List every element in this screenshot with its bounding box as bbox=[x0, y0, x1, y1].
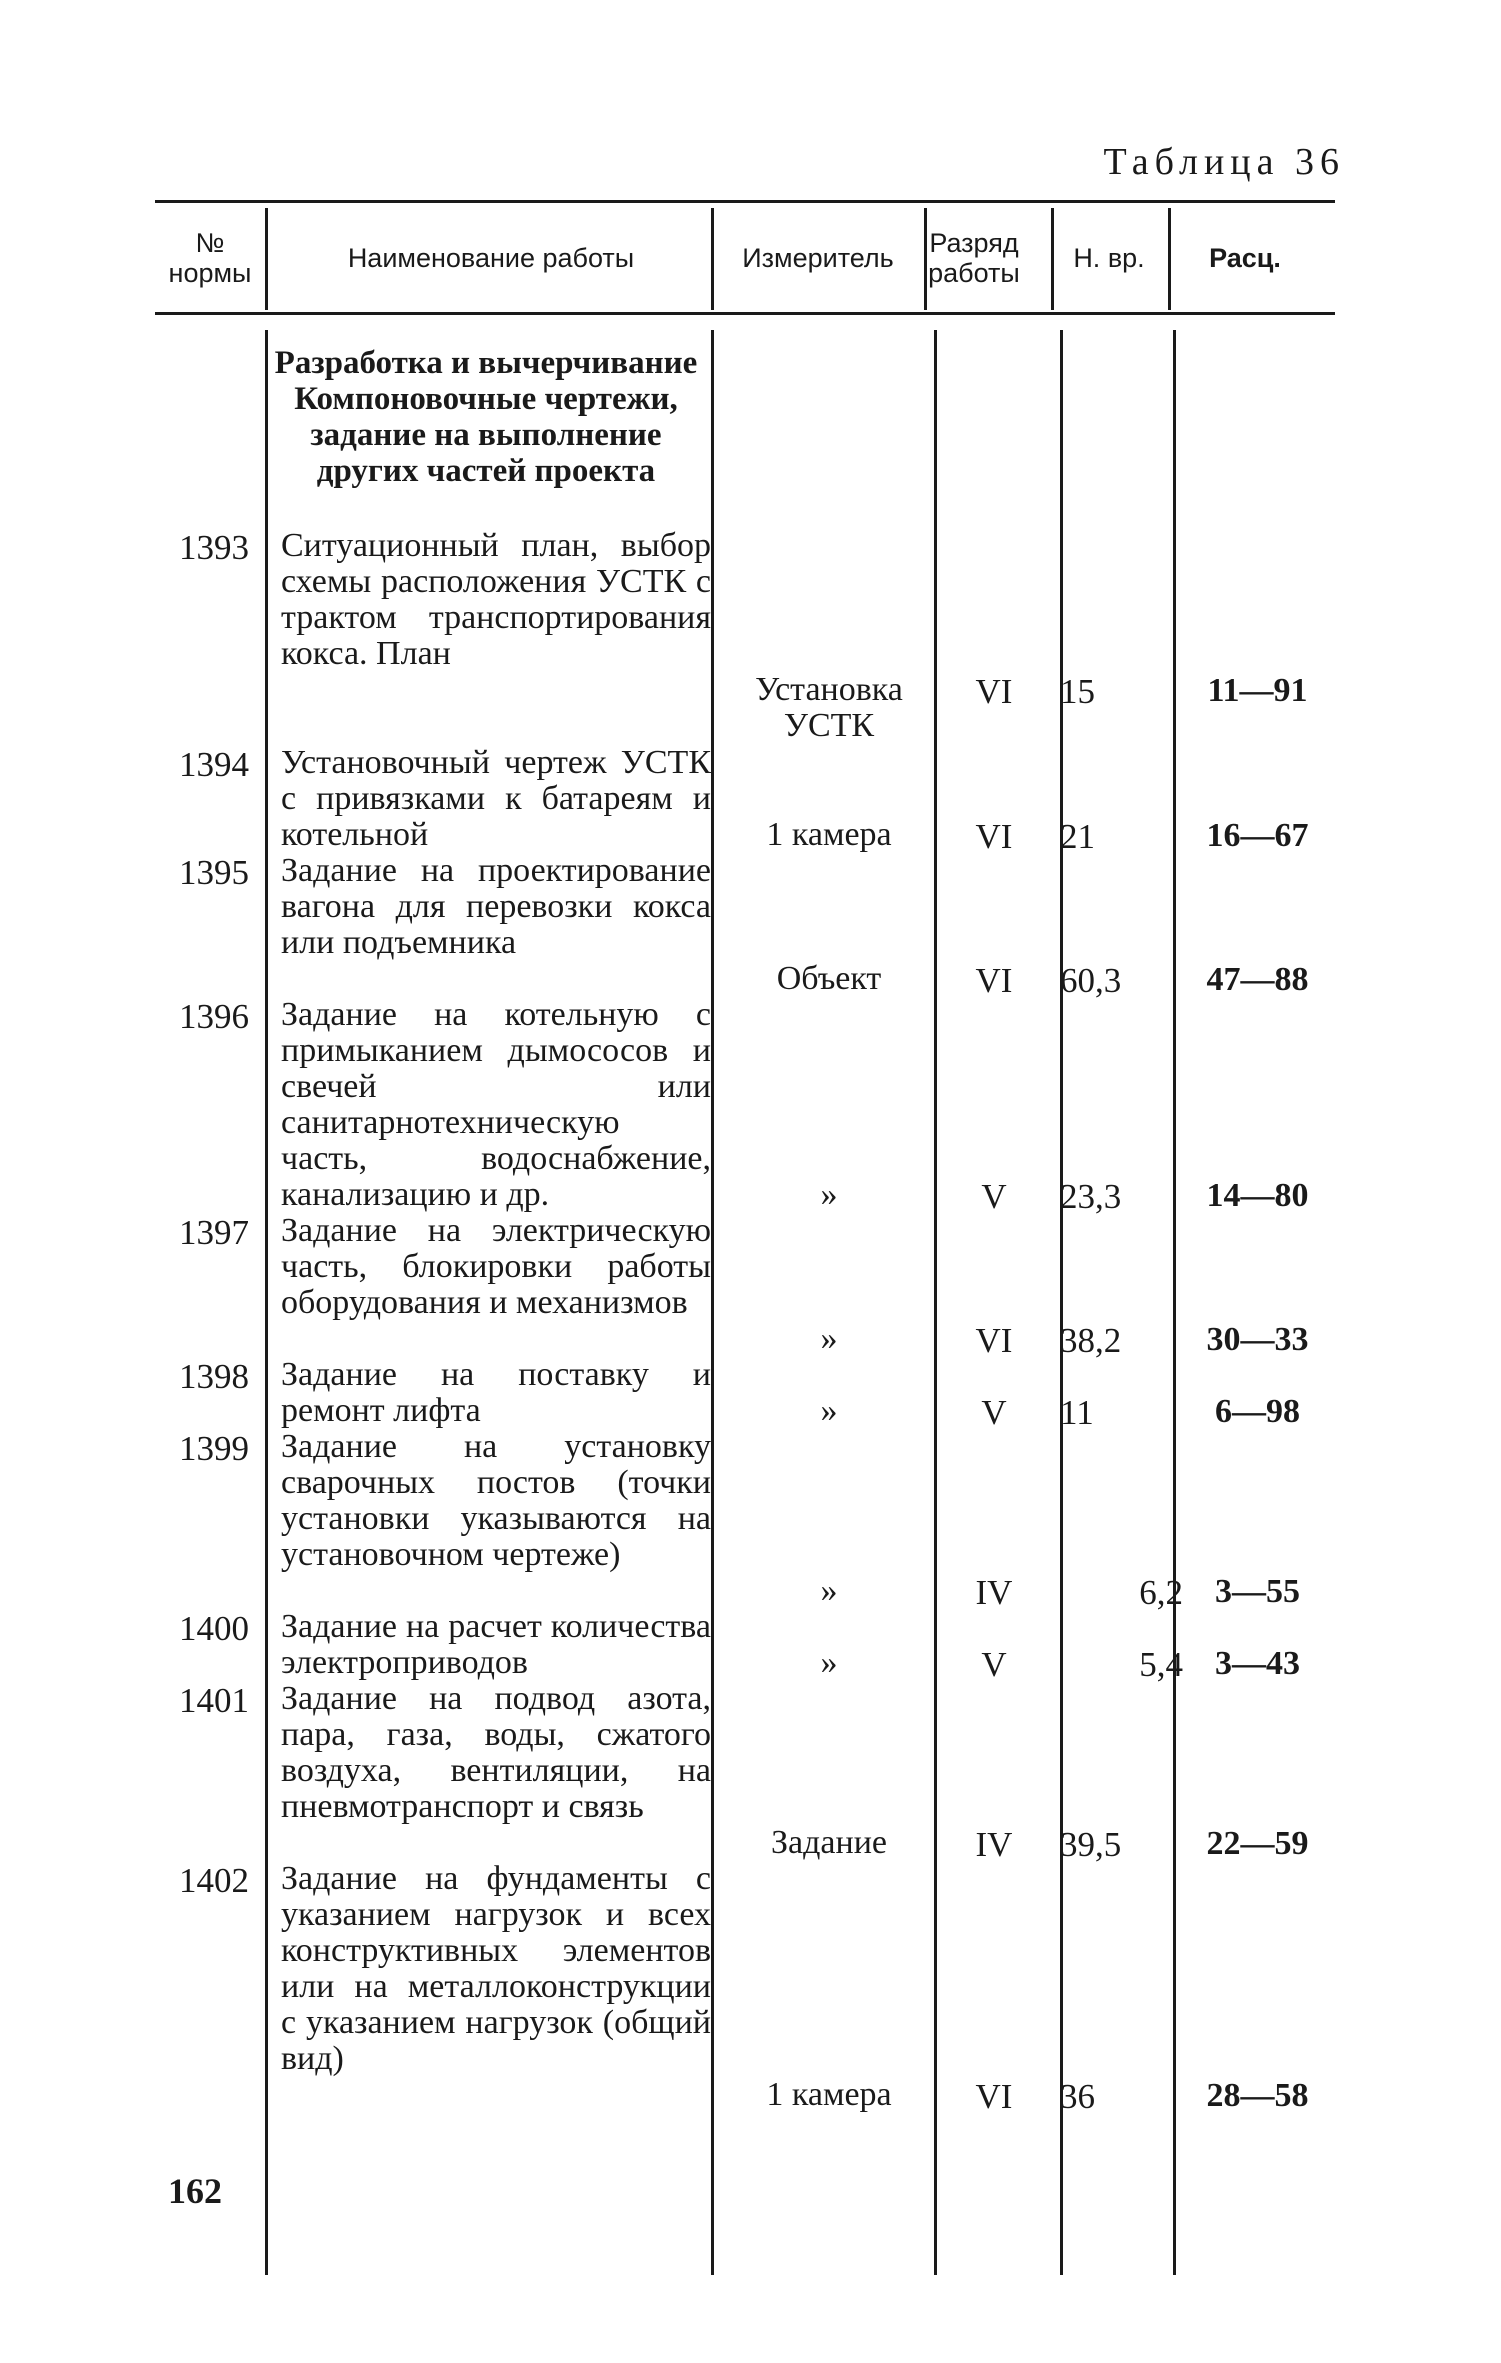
measure: » bbox=[820, 1392, 838, 1429]
measure: 1 камера bbox=[766, 2076, 892, 2113]
work-name: Задание на фундаменты с указанием нагрузок и всех конструктивных элементов или на металлоконструкции с указанием нагрузок (общий вид) bbox=[281, 1860, 711, 2077]
rate: 14—80 bbox=[1206, 1177, 1309, 1214]
header-divider bbox=[1051, 208, 1054, 310]
norm-hours: 23,3 bbox=[1060, 1177, 1122, 1216]
work-name: Задание на электрическую часть, блокировки работы оборудования и механизмов bbox=[281, 1212, 711, 1321]
measure: » bbox=[820, 1176, 838, 1213]
column-divider bbox=[1173, 330, 1176, 2275]
work-name: Установочный чертеж УСТК с привязками к батареям и котельной bbox=[281, 744, 711, 853]
grade: VI bbox=[975, 961, 1013, 1000]
rate: 47—88 bbox=[1206, 961, 1309, 998]
grade: V bbox=[981, 1177, 1007, 1216]
header-name: Наименование работы bbox=[347, 243, 635, 273]
measure: » bbox=[820, 1320, 838, 1357]
grade: VI bbox=[975, 672, 1013, 711]
column-divider bbox=[934, 330, 937, 2275]
rate: 30—33 bbox=[1206, 1321, 1309, 1358]
norm-hours: 6,2 bbox=[1139, 1573, 1183, 1612]
grade: IV bbox=[975, 1825, 1013, 1864]
grade: V bbox=[981, 1645, 1007, 1684]
norm-hours: 11 bbox=[1060, 1393, 1094, 1432]
norm-number: 1401 bbox=[179, 1681, 249, 1720]
norm-hours: 39,5 bbox=[1060, 1825, 1122, 1864]
norm-number: 1398 bbox=[179, 1357, 249, 1396]
grade: VI bbox=[975, 817, 1013, 856]
norm-number: 1394 bbox=[179, 745, 249, 784]
work-name: Задание на поставку и ремонт лифта bbox=[281, 1356, 711, 1429]
measure: » bbox=[820, 1572, 838, 1609]
header-num: № нормы bbox=[168, 228, 252, 288]
column-divider bbox=[711, 330, 714, 2275]
grade: IV bbox=[975, 1573, 1013, 1612]
rate: 3—55 bbox=[1215, 1573, 1300, 1610]
measure: » bbox=[820, 1644, 838, 1681]
norm-hours: 60,3 bbox=[1060, 961, 1122, 1000]
norm-hours: 21 bbox=[1060, 817, 1095, 856]
rate: 22—59 bbox=[1206, 1825, 1309, 1862]
header-divider bbox=[1168, 208, 1171, 310]
rate: 16—67 bbox=[1206, 817, 1309, 854]
work-name: Ситуационный план, выбор схемы расположения УСТК с трактом транспортирования кокса. План bbox=[281, 527, 711, 672]
norm-number: 1395 bbox=[179, 853, 249, 892]
header-divider bbox=[924, 208, 927, 310]
work-name: Задание на котельную с примыканием дымососов и свечей или санитарнотехническую часть, водоснабжение, канализацию и др. bbox=[281, 996, 711, 1213]
grade: VI bbox=[975, 2077, 1013, 2116]
norm-hours: 15 bbox=[1060, 672, 1095, 711]
norm-number: 1393 bbox=[179, 528, 249, 567]
grade: VI bbox=[975, 1321, 1013, 1360]
header-bottom-rule bbox=[155, 312, 1335, 315]
rate: 3—43 bbox=[1215, 1645, 1300, 1682]
table-top-rule bbox=[155, 200, 1335, 203]
column-divider bbox=[1060, 330, 1063, 2275]
header-grade: Разряд работы bbox=[928, 228, 1020, 288]
norm-number: 1402 bbox=[179, 1861, 249, 1900]
header-hours: Н. вр. bbox=[1073, 243, 1145, 273]
norm-number: 1400 bbox=[179, 1609, 249, 1648]
norm-hours: 38,2 bbox=[1060, 1321, 1122, 1360]
norm-number: 1397 bbox=[179, 1213, 249, 1252]
norm-number: 1396 bbox=[179, 997, 249, 1036]
work-name: Задание на расчет количества электроприводов bbox=[281, 1608, 711, 1681]
header-measure: Измеритель bbox=[742, 243, 894, 273]
table-caption: Таблица 36 bbox=[1103, 141, 1345, 183]
norm-hours: 5,4 bbox=[1139, 1645, 1183, 1684]
measure: Задание bbox=[771, 1824, 887, 1861]
column-divider bbox=[265, 330, 268, 2275]
rate: 28—58 bbox=[1206, 2077, 1309, 2114]
header-rate: Расц. bbox=[1209, 243, 1281, 273]
rate: 6—98 bbox=[1215, 1393, 1300, 1430]
rate: 11—91 bbox=[1207, 672, 1308, 709]
page-number: 162 bbox=[168, 2171, 222, 2211]
measure: Установка УСТК bbox=[755, 671, 903, 744]
norm-number: 1399 bbox=[179, 1429, 249, 1468]
section-heading: Разработка и вычерчивание Компоновочные чертежи, задание на выполнение других частей проекта bbox=[274, 345, 698, 489]
work-name: Задание на проектирование вагона для перевозки кокса или подъемника bbox=[281, 852, 711, 961]
measure: 1 камера bbox=[766, 816, 892, 853]
norm-hours: 36 bbox=[1060, 2077, 1095, 2116]
grade: V bbox=[981, 1393, 1007, 1432]
header-divider bbox=[711, 208, 714, 310]
work-name: Задание на подвод азота, пара, газа, воды, сжатого воздуха, вентиляции, на пневмотранспорт и связь bbox=[281, 1680, 711, 1825]
measure: Объект bbox=[776, 960, 882, 997]
work-name: Задание на установку сварочных постов (точки установки указываются на установочном чертеже) bbox=[281, 1428, 711, 1573]
header-divider bbox=[265, 208, 268, 310]
